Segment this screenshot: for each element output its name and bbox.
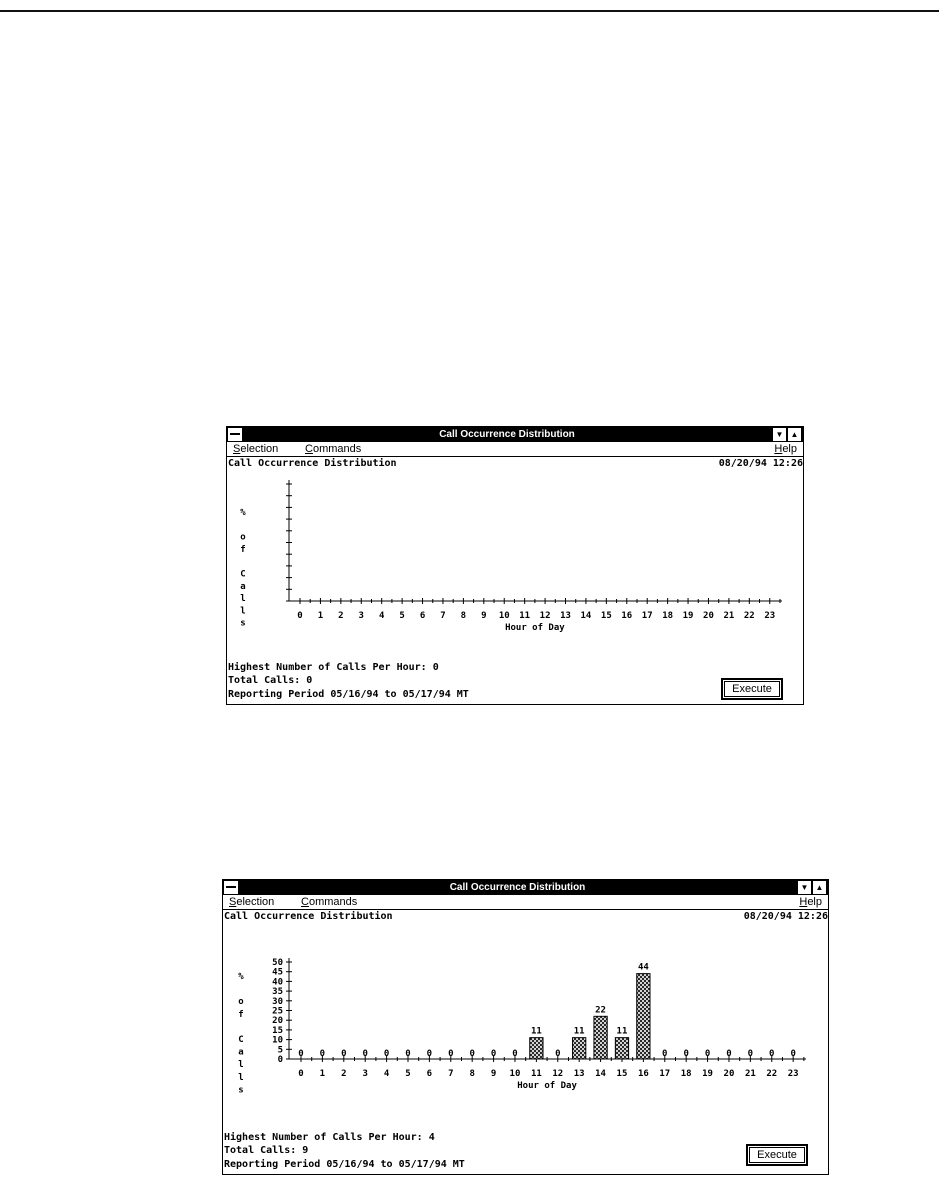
x-tick-label: 18 — [680, 1069, 692, 1079]
menu-help-mnemonic: H — [774, 443, 783, 455]
x-tick-label: 16 — [637, 1069, 649, 1079]
data-label: 0 — [405, 1049, 411, 1059]
x-tick-label: 20 — [723, 1069, 735, 1079]
reporting-period-text: Reporting Period 05/16/94 to 05/17/94 MT — [224, 1159, 465, 1170]
x-tick-label: 12 — [539, 611, 551, 621]
reporting-period-text: Reporting Period 05/16/94 to 05/17/94 MT — [228, 689, 469, 700]
data-label: 0 — [298, 1049, 304, 1059]
data-label: 0 — [555, 1049, 561, 1059]
x-tick-label: 4 — [378, 611, 385, 621]
x-tick-label: 21 — [723, 611, 735, 621]
system-menu-icon[interactable] — [228, 428, 243, 441]
y-axis-label-letter: % — [240, 508, 246, 518]
y-tick-label: 5 — [277, 1045, 283, 1056]
data-label: 22 — [595, 1005, 606, 1016]
x-tick-label: 6 — [426, 1069, 433, 1079]
x-tick-label: 14 — [595, 1069, 606, 1079]
x-tick-label: 20 — [703, 611, 714, 621]
page-top-rule — [0, 10, 939, 12]
x-tick-label: 5 — [405, 1069, 411, 1079]
call-distribution-window-empty — [226, 426, 804, 705]
menu-selection[interactable] — [229, 895, 274, 909]
bar — [530, 1038, 543, 1059]
y-axis-label-letter: f — [240, 544, 246, 555]
data-label: 0 — [683, 1049, 689, 1059]
report-date-time: 08/20/94 12:26 — [718, 458, 803, 469]
y-axis-label-letter: s — [238, 1085, 244, 1096]
menu-commands-rest: ommands — [308, 896, 358, 908]
bar — [637, 974, 650, 1059]
report-date-time: 08/20/94 12:26 — [743, 911, 828, 922]
x-tick-label: 12 — [552, 1069, 564, 1079]
x-tick-label: 21 — [744, 1069, 756, 1079]
y-axis-label-letter: a — [240, 581, 246, 592]
x-tick-label: 1 — [319, 1069, 326, 1079]
menu-help-rest: elp — [807, 896, 822, 908]
menu-commands[interactable] — [305, 442, 361, 456]
y-axis-label-letter: C — [238, 1035, 244, 1045]
highest-calls-text: Highest Number of Calls Per Hour: 0 — [228, 662, 439, 673]
minimize-arrow-icon[interactable]: ▼ — [798, 881, 811, 894]
x-tick-label: 11 — [519, 611, 531, 621]
x-tick-label: 9 — [490, 1069, 497, 1079]
x-tick-label: 15 — [616, 1069, 628, 1079]
x-tick-label: 17 — [659, 1069, 671, 1079]
data-label: 11 — [616, 1026, 628, 1037]
x-tick-label: 22 — [743, 611, 755, 621]
x-tick-label: 3 — [362, 1069, 368, 1079]
data-label: 0 — [747, 1049, 754, 1059]
y-tick-label: 20 — [272, 1016, 283, 1027]
data-label: 0 — [790, 1049, 796, 1059]
menu-commands-mnemonic: C — [305, 443, 313, 455]
data-label: 0 — [490, 1049, 497, 1059]
data-label: 44 — [637, 962, 649, 973]
data-label: 0 — [662, 1049, 668, 1059]
x-tick-label: 0 — [298, 1069, 304, 1079]
y-axis-label-letter: s — [240, 618, 246, 629]
total-calls-text: Total Calls: 0 — [228, 675, 313, 686]
x-tick-label: 19 — [702, 1069, 713, 1079]
data-label: 11 — [573, 1026, 585, 1037]
x-tick-label: 13 — [573, 1069, 585, 1079]
y-tick-label: 10 — [272, 1035, 283, 1046]
data-label: 11 — [530, 1026, 542, 1037]
y-axis-label-letter: o — [240, 532, 246, 543]
bar-chart — [227, 472, 803, 657]
y-axis-label-letter: f — [238, 1009, 244, 1020]
data-label: 0 — [726, 1049, 732, 1059]
x-tick-label: 4 — [383, 1069, 390, 1079]
menu-help-mnemonic: H — [799, 896, 808, 908]
x-tick-label: 1 — [317, 611, 324, 621]
x-tick-label: 5 — [399, 611, 405, 621]
minimize-arrow-icon[interactable]: ▼ — [773, 428, 786, 441]
y-tick-label: 35 — [272, 987, 283, 998]
x-tick-label: 19 — [682, 611, 694, 621]
x-tick-label: 13 — [560, 611, 571, 621]
window-title: Call Occurrence Distribution — [439, 429, 575, 440]
x-tick-label: 2 — [338, 611, 344, 621]
menu-commands-mnemonic: C — [301, 896, 309, 908]
window-title: Call Occurrence Distribution — [449, 882, 586, 893]
x-tick-label: 23 — [764, 611, 776, 621]
menu-bar — [223, 895, 828, 910]
maximize-arrow-icon[interactable]: ▲ — [813, 881, 826, 894]
x-tick-label: 11 — [530, 1069, 542, 1079]
title-bar — [227, 427, 803, 442]
x-tick-label: 6 — [419, 611, 426, 621]
data-label: 0 — [383, 1049, 390, 1059]
y-axis-label-letter: % — [238, 972, 244, 982]
data-label: 0 — [512, 1049, 518, 1059]
x-tick-label: 23 — [787, 1069, 799, 1079]
data-label: 0 — [362, 1049, 368, 1059]
menu-help[interactable] — [774, 442, 797, 456]
x-tick-label: 17 — [641, 611, 653, 621]
menu-selection-rest: election — [240, 443, 279, 455]
x-tick-label: 10 — [509, 1069, 521, 1079]
menu-selection[interactable] — [233, 442, 278, 456]
menu-commands[interactable] — [301, 895, 357, 909]
bar — [615, 1038, 628, 1059]
y-axis-label-letter: C — [240, 569, 246, 580]
bar — [573, 1038, 586, 1059]
menu-bar — [227, 442, 803, 457]
highest-calls-text: Highest Number of Calls Per Hour: 4 — [224, 1132, 435, 1143]
y-tick-label: 40 — [272, 977, 283, 988]
maximize-arrow-icon[interactable]: ▲ — [788, 428, 801, 441]
x-tick-label: 22 — [766, 1069, 778, 1079]
call-distribution-window-data — [222, 879, 829, 1175]
y-tick-label: 50 — [272, 958, 283, 968]
x-tick-label: 14 — [580, 611, 592, 621]
execute-button-label: Execute — [732, 683, 772, 695]
system-menu-icon[interactable] — [224, 881, 239, 894]
y-tick-label: 45 — [272, 967, 283, 978]
data-label: 0 — [426, 1049, 433, 1059]
x-axis-title: Hour of Day — [517, 1081, 577, 1091]
y-axis-label-letter: l — [238, 1060, 244, 1071]
y-tick-label: 25 — [272, 1006, 283, 1017]
x-tick-label: 8 — [460, 611, 467, 621]
y-axis-label-letter: l — [238, 1072, 244, 1083]
menu-selection-mnemonic: S — [229, 896, 237, 908]
execute-button[interactable] — [721, 678, 783, 700]
y-axis-label-letter: a — [238, 1047, 244, 1058]
x-tick-label: 10 — [498, 611, 510, 621]
y-tick-label: 0 — [277, 1055, 283, 1065]
x-tick-label: 16 — [621, 611, 633, 621]
x-tick-label: 7 — [440, 611, 446, 621]
data-label: 0 — [704, 1049, 711, 1059]
total-calls-text: Total Calls: 9 — [224, 1145, 309, 1156]
data-label: 0 — [769, 1049, 775, 1059]
y-axis-label-letter: o — [238, 997, 244, 1008]
x-axis-title: Hour of Day — [505, 623, 565, 633]
x-tick-label: 7 — [448, 1069, 454, 1079]
bar — [594, 1016, 607, 1059]
menu-commands-rest: ommands — [312, 443, 362, 455]
data-label: 0 — [469, 1049, 475, 1059]
data-label: 0 — [341, 1049, 347, 1059]
x-tick-label: 2 — [341, 1069, 347, 1079]
y-tick-label: 15 — [272, 1025, 283, 1036]
execute-button-label: Execute — [757, 1149, 797, 1161]
x-tick-label: 0 — [297, 611, 303, 621]
x-tick-label: 18 — [662, 611, 674, 621]
data-label: 0 — [448, 1049, 454, 1059]
y-tick-label: 30 — [272, 996, 283, 1007]
menu-selection-rest: election — [236, 896, 275, 908]
report-title: Call Occurrence Distribution — [228, 458, 397, 469]
x-tick-label: 9 — [481, 611, 487, 621]
x-tick-label: 15 — [600, 611, 612, 621]
y-axis-label-letter: l — [240, 606, 246, 617]
x-tick-label: 3 — [358, 611, 364, 621]
menu-help-rest: elp — [782, 443, 797, 455]
report-title: Call Occurrence Distribution — [224, 911, 393, 922]
menu-selection-mnemonic: S — [233, 443, 241, 455]
x-tick-label: 8 — [469, 1069, 475, 1079]
execute-button[interactable] — [746, 1144, 808, 1166]
data-label: 0 — [319, 1049, 326, 1059]
bar-chart — [223, 935, 828, 1130]
menu-help[interactable] — [799, 895, 822, 909]
title-bar — [223, 880, 828, 895]
y-axis-label-letter: l — [240, 594, 246, 605]
